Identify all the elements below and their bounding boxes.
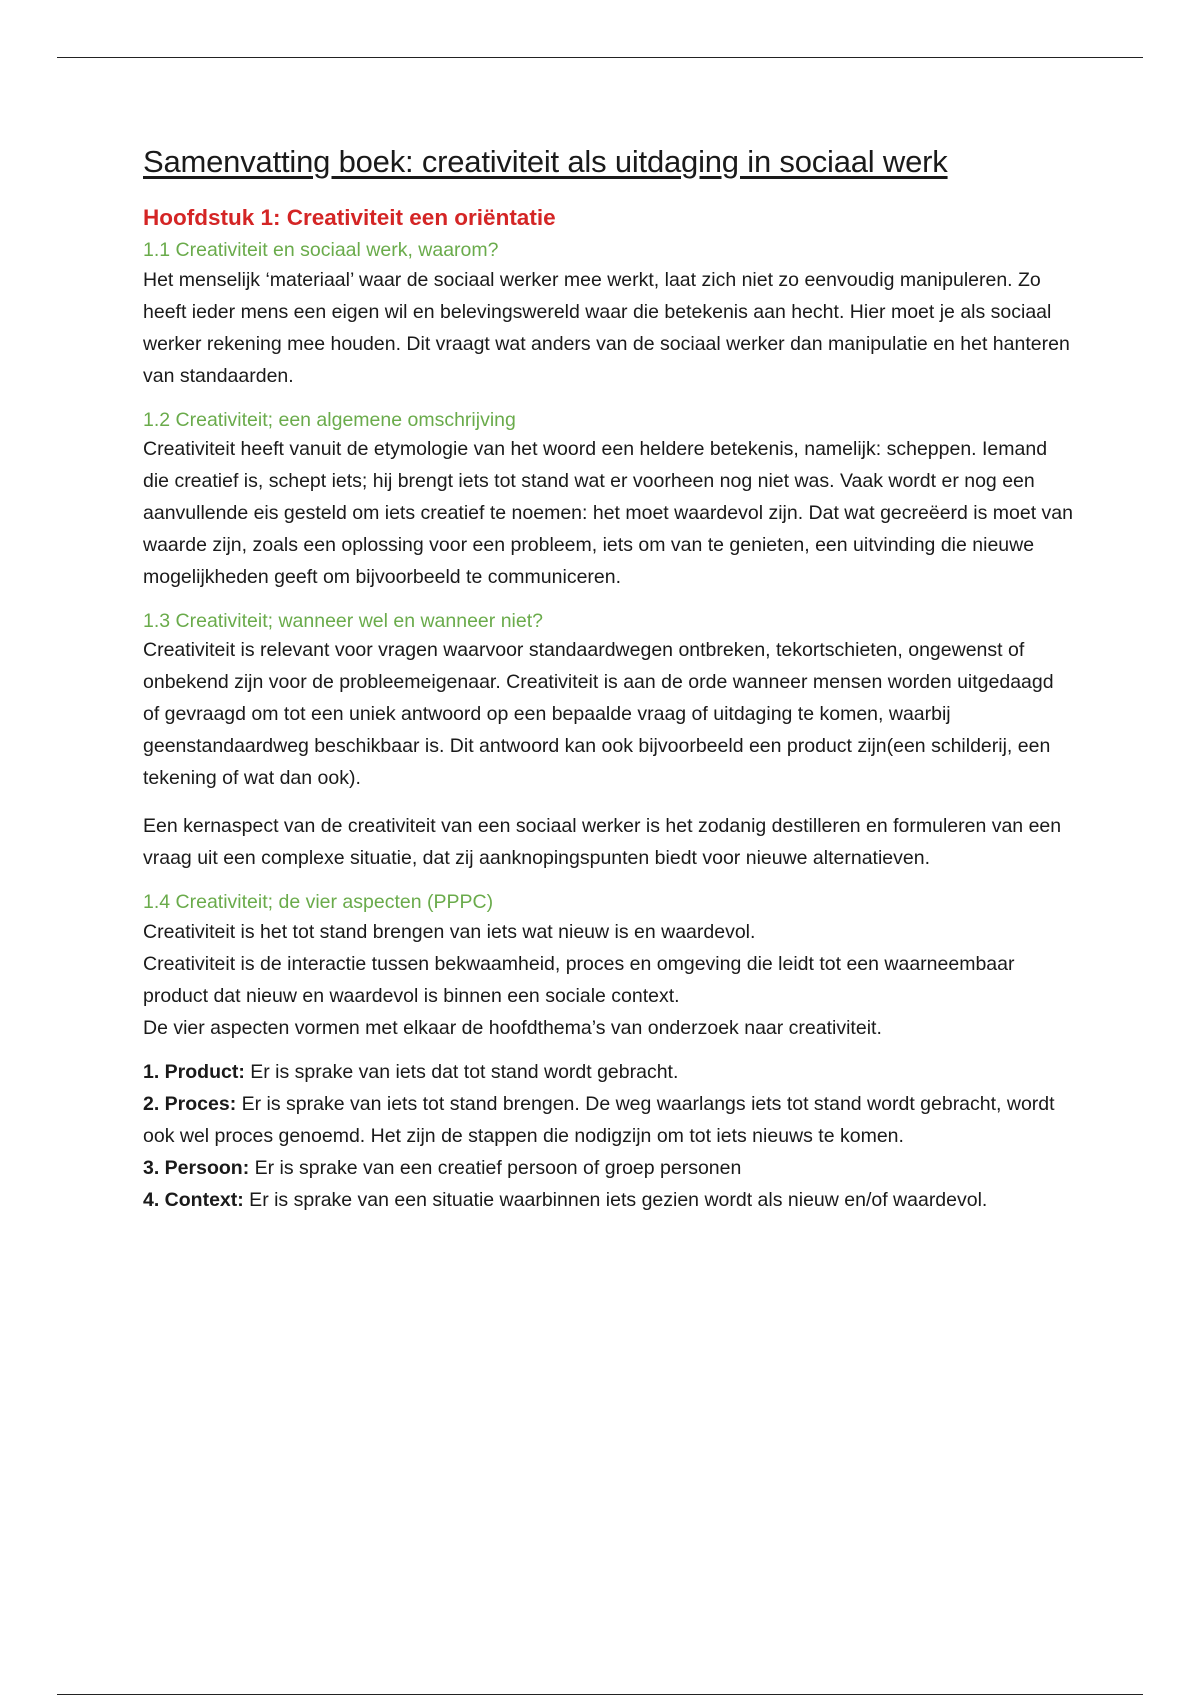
aspect-text: Er is sprake van iets dat tot stand wordt gebracht.: [244, 1060, 679, 1083]
aspect-label: 2. Proces:: [143, 1092, 237, 1115]
section-paragraph: Het menselijk ‘materiaal’ waar de sociaal werker mee werkt, laat zich niet zo eenvoudig manipuleren. Zo heeft ieder mens een eigen wil en belevingswereld waar die betekenis aan hecht. Hier moet je als sociaal werker rekening mee houden. Dit vraagt wat anders van de sociaal werker dan manipulatie en het hanteren van standaarden.: [143, 268, 1070, 387]
document-title: Samenvatting boek: creativiteit als uitdaging in sociaal werk: [143, 144, 948, 179]
section-paragraph: Creativiteit heeft vanuit de etymologie van het woord een heldere betekenis, namelijk: scheppen. Iemand die creatief is, schept iets; hij brengt iets tot stand wat er voorheen nog niet was. Vaak wordt er nog een aanvullende eis gesteld om iets creatief te noemen: het moet waardevol zijn. Dat wat gecreëerd is moet van waarde zijn, zoals een oplossing voor een probleem, iets om van te genieten, een uitvinding die nieuwe mogelijkheden geeft om bijvoorbeeld te communiceren.: [143, 438, 1074, 588]
footer-rule: [57, 1694, 1143, 1695]
aspect-item-proces: [143, 1088, 1073, 1152]
section-heading: 1.2 Creativiteit; een algemene omschrijving: [143, 408, 516, 431]
document-page: [143, 143, 1073, 1216]
definition-line: De vier aspecten vormen met elkaar de hoofdthema’s van onderzoek naar creativiteit.: [143, 1016, 882, 1039]
section-paragraph: Een kernaspect van de creativiteit van een sociaal werker is het zodanig destilleren en formuleren van een vraag uit een complexe situatie, dat zij aanknopingspunten biedt voor nieuwe alternatieven.: [143, 815, 1062, 870]
aspect-item-context: [143, 1184, 1073, 1216]
aspect-item-persoon: [143, 1152, 1073, 1184]
aspect-label: 1. Product:: [143, 1060, 245, 1083]
definition-line: Creativiteit is de interactie tussen bekwaamheid, proces en omgeving die leidt tot een waarneembaar product dat nieuw en waardevol is binnen een sociale context.: [143, 952, 1015, 1007]
chapter-heading: Hoofdstuk 1: Creativiteit een oriëntatie: [143, 205, 556, 231]
section-heading: 1.4 Creativiteit; de vier aspecten (PPPC): [143, 891, 494, 914]
aspect-label: 4. Context:: [143, 1188, 244, 1211]
aspect-item-product: [143, 1056, 1073, 1088]
definition-line: Creativiteit is het tot stand brengen van iets wat nieuw is en waardevol.: [143, 920, 756, 943]
spacer: [143, 1044, 1073, 1056]
aspect-text: Er is sprake van iets tot stand brengen. De weg waarlangs iets tot stand wordt gebracht, wordt ook wel proces genoemd. Het zijn de stappen die nodigzijn om tot iets nieuws te komen.: [143, 1092, 1055, 1147]
aspect-list: [143, 1056, 1073, 1216]
section-1-4: [143, 890, 1073, 1215]
aspect-label: 3. Persoon:: [143, 1156, 250, 1179]
section-1-1: [143, 238, 1073, 391]
aspect-text: Er is sprake van een creatief persoon of groep personen: [249, 1156, 742, 1179]
header-rule: [57, 57, 1143, 58]
section-1-2: [143, 408, 1073, 593]
section-1-3: [143, 609, 1073, 874]
section-paragraph: Creativiteit is relevant voor vragen waarvoor standaardwegen ontbreken, tekortschieten, ongewenst of onbekend zijn voor de probleemeigenaar. Creativiteit is aan de orde wanneer mensen worden uitgedaagd of gevraagd om tot een uniek antwoord op een bepaalde vraag of uitdaging te komen, waarbij geenstandaardweg beschikbaar is. Dit antwoord kan ook bijvoorbeeld een product zijn(een schilderij, een tekening of wat dan ook).: [143, 639, 1054, 790]
aspect-text: Er is sprake van een situatie waarbinnen iets gezien wordt als nieuw en/of waardevol.: [243, 1188, 988, 1211]
section-heading: 1.3 Creativiteit; wanneer wel en wanneer niet?: [143, 610, 543, 632]
section-heading: 1.1 Creativiteit en sociaal werk, waarom?: [143, 239, 499, 262]
